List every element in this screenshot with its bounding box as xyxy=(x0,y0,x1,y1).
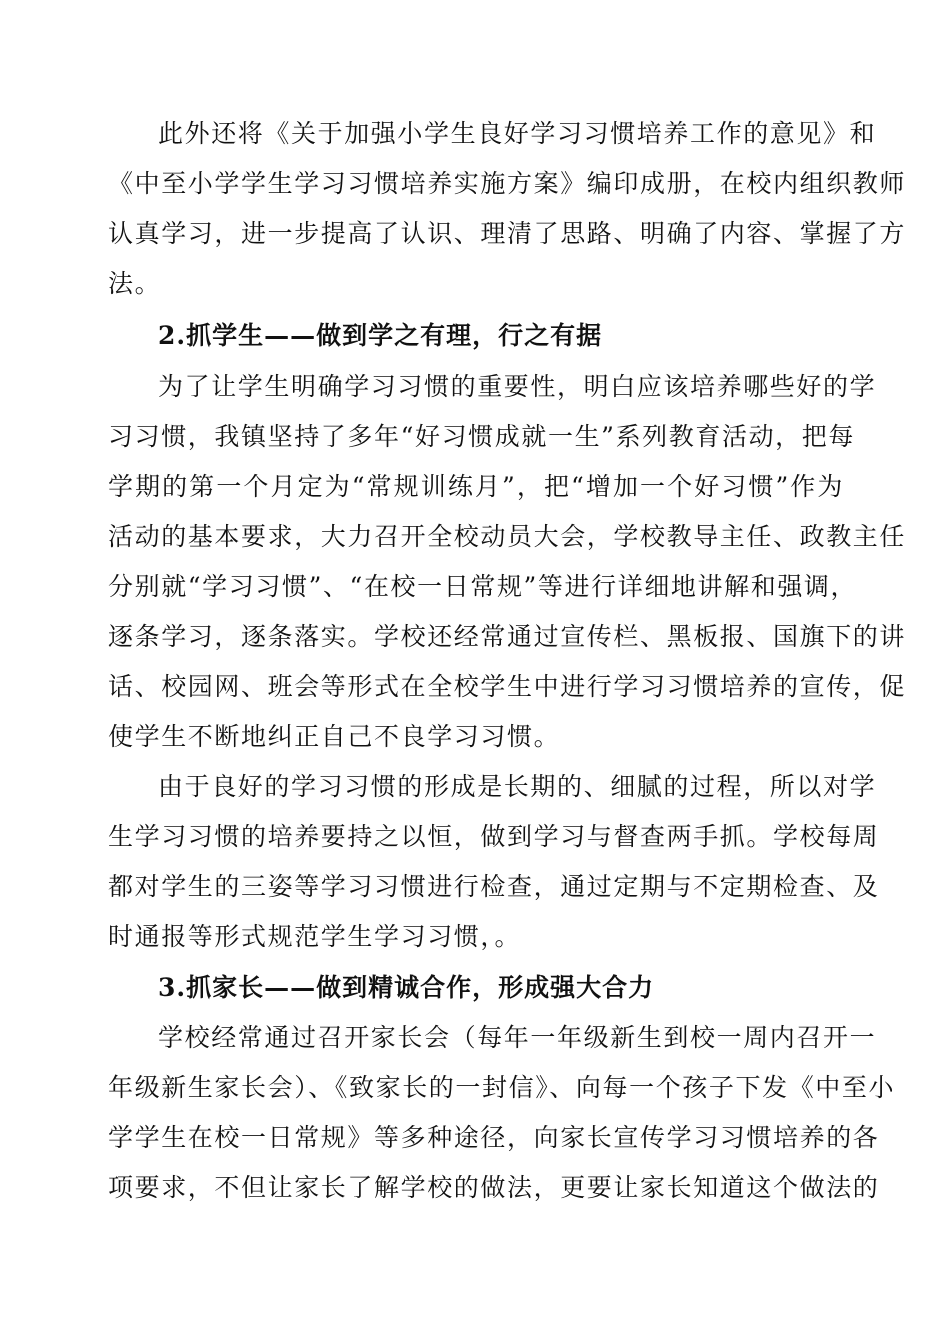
section-heading-3: 3.抓家长——做到精诚合作，形成强大合力 xyxy=(158,973,655,1002)
paragraph-4-line-4: 项要求，不但让家长了解学校的做法，更要让家长知道这个做法的 xyxy=(108,1173,880,1202)
paragraph-1-line-1: 此外还将《关于加强小学生良好学习习惯培养工作的意见》和 xyxy=(158,119,877,148)
paragraph-2-line-5: 分别就“学习习惯”、“在校一日常规”等进行详细地讲解和强调， xyxy=(108,572,858,601)
paragraph-2-line-4: 活动的基本要求，大力召开全校动员大会，学校教导主任、政教主任 xyxy=(108,522,907,551)
paragraph-1-line-4: 法。 xyxy=(108,269,162,298)
paragraph-2-line-1: 为了让学生明确学习习惯的重要性，明白应该培养哪些好的学 xyxy=(158,372,877,401)
paragraph-2-line-2: 习习惯，我镇坚持了多年“好习惯成就一生”系列教育活动，把每 xyxy=(108,422,855,451)
section-heading-2: 2.抓学生——做到学之有理，行之有据 xyxy=(158,321,603,350)
paragraph-2-line-7: 话、校园网、班会等形式在全校学生中进行学习习惯培养的宣传，促 xyxy=(108,672,907,701)
paragraph-4-line-2: 年级新生家长会）、《致家长的一封信》、向每一个孩子下发《中至小 xyxy=(108,1073,896,1102)
paragraph-1-line-3: 认真学习，进一步提高了认识、理清了思路、明确了内容、掌握了方 xyxy=(108,219,907,248)
paragraph-2-line-8: 使学生不断地纠正自己不良学习习惯。 xyxy=(108,722,561,751)
paragraph-2-line-3: 学期的第一个月定为“常规训练月”，把“增加一个好习惯”作为 xyxy=(108,472,844,501)
paragraph-4-line-1: 学校经常通过召开家长会（每年一年级新生到校一周内召开一 xyxy=(158,1023,877,1052)
paragraph-2-line-6: 逐条学习，逐条落实。学校还经常通过宣传栏、黑板报、国旗下的讲 xyxy=(108,622,907,651)
paragraph-3-line-1: 由于良好的学习习惯的形成是长期的、细腻的过程，所以对学 xyxy=(158,772,877,801)
paragraph-3-line-2: 生学习习惯的培养要持之以恒，做到学习与督查两手抓。学校每周 xyxy=(108,822,880,851)
paragraph-3-line-3: 都对学生的三姿等学习习惯进行检查，通过定期与不定期检查、及 xyxy=(108,872,880,901)
paragraph-1-line-2: 《中至小学学生学习习惯培养实施方案》编印成册，在校内组织教师 xyxy=(108,169,907,198)
paragraph-3-line-4: 时通报等形式规范学生学习习惯，。 xyxy=(108,922,522,951)
paragraph-4-line-3: 学学生在校一日常规》等多种途径，向家长宣传学习习惯培养的各 xyxy=(108,1123,880,1152)
